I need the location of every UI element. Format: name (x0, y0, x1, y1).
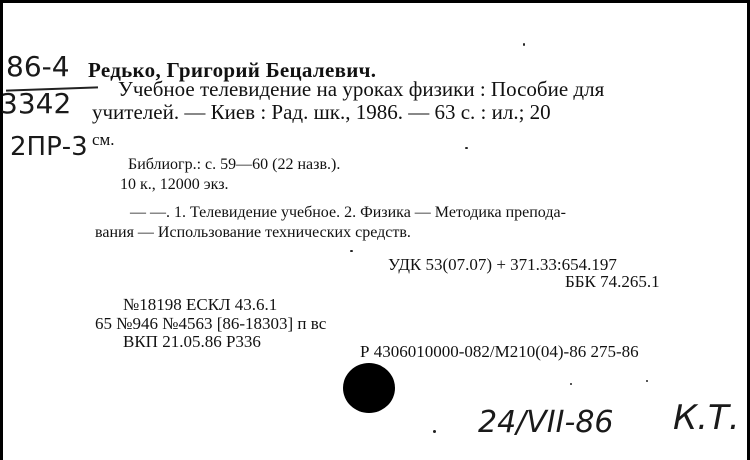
card-top-border (0, 0, 750, 3)
ink-speck (350, 250, 353, 252)
title-line-3: см. (92, 130, 115, 149)
ink-speck (465, 147, 468, 149)
handwritten-date-note: 24/VII-86 (478, 405, 614, 440)
ink-speck (433, 430, 436, 433)
udk-classification: УДК 53(07.07) + 371.33:654.197 (388, 255, 617, 274)
handwritten-mark-top: 86-4 (6, 50, 70, 83)
registration-line-3: ВКП 21.05.86 Р336 (123, 332, 261, 351)
subject-headings-line-1: — —. 1. Телевидение учебное. 2. Физика — Методика преподa- (130, 204, 566, 221)
title-line-2: учителей. — Киев : Рад. шк., 1986. — 63 с. : ил.; 20 (92, 100, 551, 124)
ink-speck (523, 43, 525, 46)
ink-speck (646, 380, 648, 382)
registration-line-1: №18198 ЕСКЛ 43.6.1 (123, 295, 278, 314)
bbk-classification: ББК 74.265.1 (565, 272, 660, 291)
ink-speck (570, 383, 572, 385)
price-run-note: 10 к., 12000 экз. (120, 176, 229, 193)
card-left-border (0, 0, 3, 460)
subject-headings-line-2: вания — Использование технических средств. (95, 224, 411, 241)
punch-hole (343, 363, 395, 413)
publication-code: Р 4306010000-082/М210(04)-86 275-86 (360, 342, 639, 361)
handwritten-mark-number: 3342 (0, 87, 72, 120)
handwritten-initials: К.Т. (673, 398, 740, 438)
bibliography-note: Библиогр.: с. 59—60 (22 назв.). (128, 156, 341, 173)
registration-line-2: 65 №946 №4563 [86-18303] п вс (95, 314, 327, 333)
title-line-1: Учебное телевидение на уроках физики : Пособие для (118, 77, 605, 101)
handwritten-mark-code: 2ПР-3 (10, 132, 88, 162)
author-heading: Редько, Григорий Бецалевич. (88, 58, 377, 82)
